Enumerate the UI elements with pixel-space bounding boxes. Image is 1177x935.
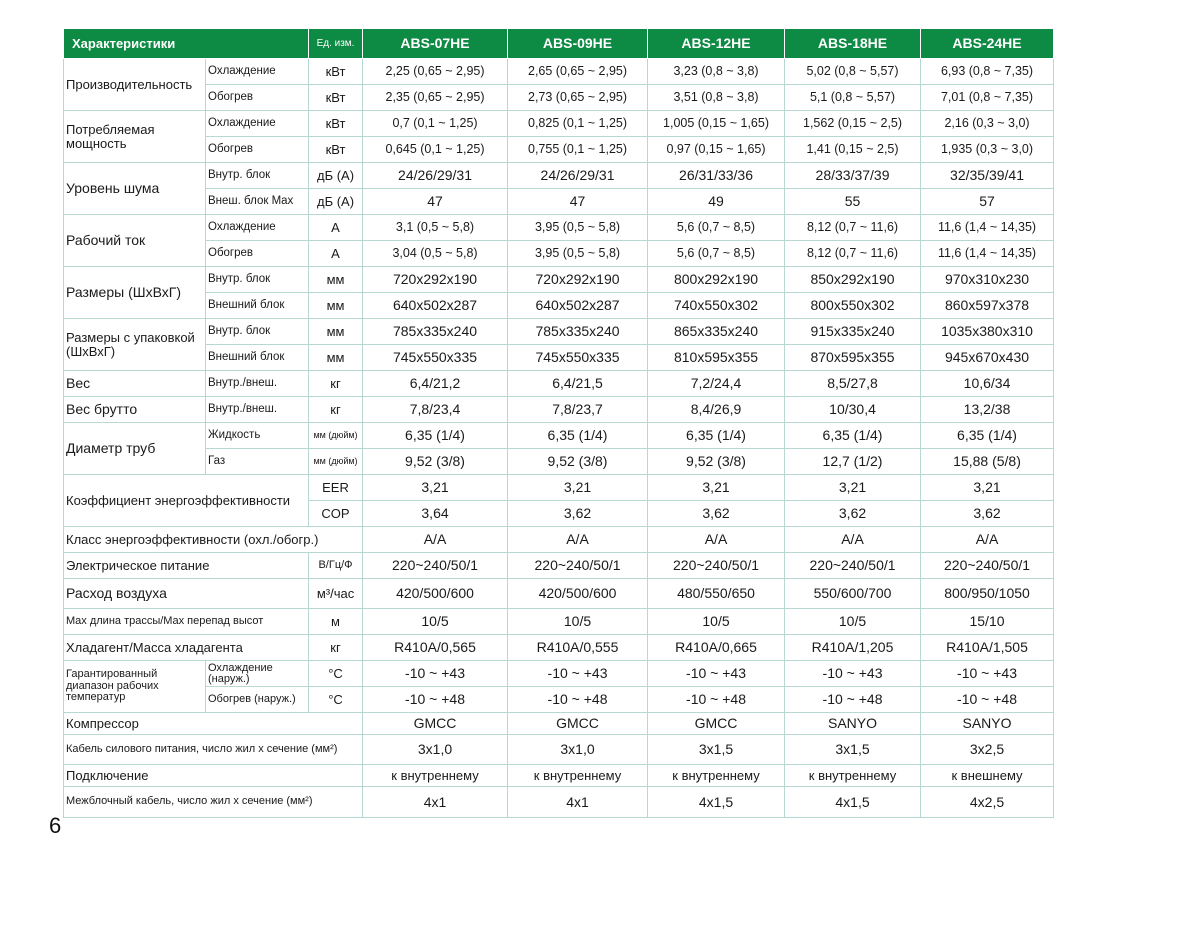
- table-cell: 0,755 (0,1 ~ 1,25): [508, 137, 648, 163]
- table-cell: 720x292x190: [508, 267, 648, 293]
- table-cell: A/A: [785, 527, 921, 553]
- page-number: 6: [49, 813, 62, 838]
- table-cell: A/A: [508, 527, 648, 553]
- table-row: [64, 397, 1054, 423]
- table-cell: 3,21: [363, 475, 508, 501]
- row-label: Вес брутто: [64, 397, 206, 423]
- row-unit: дБ (А): [309, 163, 363, 189]
- row-unit: кг: [309, 371, 363, 397]
- table-cell: 47: [508, 189, 648, 215]
- row-label: Компрессор: [64, 713, 363, 735]
- table-cell: 800x292x190: [648, 267, 785, 293]
- table-cell: 12,7 (1/2): [785, 449, 921, 475]
- row-label: Гарантированный диапазон рабочих температур: [64, 661, 206, 713]
- table-cell: 6,35 (1/4): [921, 423, 1054, 449]
- table-cell: к внутреннему: [363, 765, 508, 787]
- table-cell: 5,1 (0,8 ~ 5,57): [785, 85, 921, 111]
- table-cell: 10/5: [785, 609, 921, 635]
- table-cell: 10/5: [363, 609, 508, 635]
- table-cell: GMCC: [648, 713, 785, 735]
- row-label: Кабель силового питания, число жил х сечение (мм²): [64, 735, 363, 765]
- table-cell: R410A/1,505: [921, 635, 1054, 661]
- table-cell: 3x1,5: [785, 735, 921, 765]
- table-cell: 6,4/21,5: [508, 371, 648, 397]
- table-cell: 0,645 (0,1 ~ 1,25): [363, 137, 508, 163]
- header-model: ABS-18HE: [785, 29, 921, 59]
- table-row: [64, 449, 1054, 475]
- table-cell: 32/35/39/41: [921, 163, 1054, 189]
- table-cell: 4x1,5: [785, 787, 921, 818]
- row-label: Подключение: [64, 765, 363, 787]
- table-row: [64, 59, 1054, 85]
- table-row: [64, 713, 1054, 735]
- table-cell: 9,52 (3/8): [648, 449, 785, 475]
- table-cell: 6,35 (1/4): [648, 423, 785, 449]
- table-row: [64, 241, 1054, 267]
- table-cell: 10/5: [508, 609, 648, 635]
- table-cell: 3,1 (0,5 ~ 5,8): [363, 215, 508, 241]
- table-cell: 10/5: [648, 609, 785, 635]
- table-cell: 0,97 (0,15 ~ 1,65): [648, 137, 785, 163]
- header-model: ABS-07HE: [363, 29, 508, 59]
- table-cell: 1035x380x310: [921, 319, 1054, 345]
- table-cell: 5,6 (0,7 ~ 8,5): [648, 241, 785, 267]
- table-cell: 720x292x190: [363, 267, 508, 293]
- table-cell: 47: [363, 189, 508, 215]
- table-cell: 10/30,4: [785, 397, 921, 423]
- table-cell: R410A/0,565: [363, 635, 508, 661]
- row-sublabel: Внутр. блок: [206, 319, 309, 345]
- row-label: Потребляемая мощность: [64, 111, 206, 163]
- table-cell: 945x670x430: [921, 345, 1054, 371]
- table-cell: 2,73 (0,65 ~ 2,95): [508, 85, 648, 111]
- row-label: Электрическое питание: [64, 553, 309, 579]
- table-cell: 785x335x240: [508, 319, 648, 345]
- row-unit: °С: [309, 661, 363, 687]
- table-cell: 7,01 (0,8 ~ 7,35): [921, 85, 1054, 111]
- table-cell: 2,25 (0,65 ~ 2,95): [363, 59, 508, 85]
- row-unit: °С: [309, 687, 363, 713]
- row-sublabel: Обогрев: [206, 137, 309, 163]
- table-cell: 0,825 (0,1 ~ 1,25): [508, 111, 648, 137]
- table-cell: SANYO: [921, 713, 1054, 735]
- row-unit: м: [309, 609, 363, 635]
- table-cell: 3,51 (0,8 ~ 3,8): [648, 85, 785, 111]
- row-label: Коэффициент энергоэффективности: [64, 475, 309, 527]
- specifications-table: [63, 28, 1054, 818]
- table-cell: 9,52 (3/8): [508, 449, 648, 475]
- table-cell: 870x595x355: [785, 345, 921, 371]
- table-cell: 8,5/27,8: [785, 371, 921, 397]
- table-cell: A/A: [648, 527, 785, 553]
- table-row: [64, 345, 1054, 371]
- table-cell: 3,62: [648, 501, 785, 527]
- table-cell: 785x335x240: [363, 319, 508, 345]
- table-cell: 4x1: [508, 787, 648, 818]
- header-model: ABS-24HE: [921, 29, 1054, 59]
- row-unit: мм (дюйм): [309, 449, 363, 475]
- table-cell: 4x1: [363, 787, 508, 818]
- table-row: [64, 371, 1054, 397]
- table-row: [64, 527, 1054, 553]
- header-unit: Ед. изм.: [309, 29, 363, 59]
- row-label: Расход воздуха: [64, 579, 309, 609]
- header-model: ABS-12HE: [648, 29, 785, 59]
- table-cell: 24/26/29/31: [508, 163, 648, 189]
- table-cell: GMCC: [363, 713, 508, 735]
- row-sublabel: Охлаждение: [206, 111, 309, 137]
- row-label: Производительность: [64, 59, 206, 111]
- table-cell: 3,95 (0,5 ~ 5,8): [508, 215, 648, 241]
- row-sublabel: Жидкость: [206, 423, 309, 449]
- table-cell: 5,6 (0,7 ~ 8,5): [648, 215, 785, 241]
- row-label: Размеры с упаковкой (ШхВхГ): [64, 319, 206, 371]
- table-cell: 550/600/700: [785, 579, 921, 609]
- table-cell: GMCC: [508, 713, 648, 735]
- table-cell: 15,88 (5/8): [921, 449, 1054, 475]
- table-cell: 220~240/50/1: [648, 553, 785, 579]
- table-cell: 15/10: [921, 609, 1054, 635]
- table-cell: -10 ~ +43: [785, 661, 921, 687]
- row-sublabel: Внутр. блок: [206, 163, 309, 189]
- row-unit: дБ (А): [309, 189, 363, 215]
- table-cell: 3x1,0: [363, 735, 508, 765]
- table-cell: 3,21: [785, 475, 921, 501]
- row-label: Размеры (ШхВхГ): [64, 267, 206, 319]
- table-row: [64, 687, 1054, 713]
- table-row: [64, 137, 1054, 163]
- table-cell: 3,62: [921, 501, 1054, 527]
- row-unit: А: [309, 215, 363, 241]
- table-cell: 3,62: [508, 501, 648, 527]
- table-cell: 810x595x355: [648, 345, 785, 371]
- row-sublabel: Внеш. блок Max: [206, 189, 309, 215]
- row-label: Вес: [64, 371, 206, 397]
- table-cell: 220~240/50/1: [921, 553, 1054, 579]
- row-unit: кВт: [309, 137, 363, 163]
- table-cell: 3,21: [921, 475, 1054, 501]
- table-cell: A/A: [363, 527, 508, 553]
- table-cell: 4x2,5: [921, 787, 1054, 818]
- table-cell: 26/31/33/36: [648, 163, 785, 189]
- table-cell: 3x2,5: [921, 735, 1054, 765]
- table-cell: -10 ~ +48: [648, 687, 785, 713]
- table-cell: 220~240/50/1: [508, 553, 648, 579]
- table-cell: 6,4/21,2: [363, 371, 508, 397]
- table-cell: 800x550x302: [785, 293, 921, 319]
- table-row: [64, 423, 1054, 449]
- table-cell: -10 ~ +48: [508, 687, 648, 713]
- table-row: [64, 111, 1054, 137]
- row-label: Рабочий ток: [64, 215, 206, 267]
- table-row: [64, 661, 1054, 687]
- table-cell: 6,35 (1/4): [785, 423, 921, 449]
- row-unit: кВт: [309, 85, 363, 111]
- table-cell: R410A/0,665: [648, 635, 785, 661]
- table-cell: 3,62: [785, 501, 921, 527]
- table-cell: 1,005 (0,15 ~ 1,65): [648, 111, 785, 137]
- table-cell: 3,21: [648, 475, 785, 501]
- row-unit: м³/час: [309, 579, 363, 609]
- table-cell: 6,93 (0,8 ~ 7,35): [921, 59, 1054, 85]
- row-unit: А: [309, 241, 363, 267]
- table-cell: 7,8/23,4: [363, 397, 508, 423]
- table-cell: -10 ~ +48: [785, 687, 921, 713]
- table-cell: 7,2/24,4: [648, 371, 785, 397]
- table-cell: 11,6 (1,4 ~ 14,35): [921, 215, 1054, 241]
- row-unit: В/Гц/Ф: [309, 553, 363, 579]
- table-cell: -10 ~ +48: [921, 687, 1054, 713]
- row-label: Хладагент/Масса хладагента: [64, 635, 309, 661]
- table-row: [64, 787, 1054, 818]
- table-cell: 28/33/37/39: [785, 163, 921, 189]
- table-cell: 11,6 (1,4 ~ 14,35): [921, 241, 1054, 267]
- table-cell: 745x550x335: [363, 345, 508, 371]
- table-cell: к внутреннему: [785, 765, 921, 787]
- table-cell: 0,7 (0,1 ~ 1,25): [363, 111, 508, 137]
- table-row: [64, 85, 1054, 111]
- table-row: [64, 189, 1054, 215]
- row-label: Класс энергоэффективности (охл./обогр.): [64, 527, 363, 553]
- table-row: [64, 267, 1054, 293]
- row-unit: мм: [309, 293, 363, 319]
- table-row: [64, 609, 1054, 635]
- table-cell: 220~240/50/1: [785, 553, 921, 579]
- table-cell: 915x335x240: [785, 319, 921, 345]
- table-cell: -10 ~ +43: [363, 661, 508, 687]
- table-cell: 420/500/600: [508, 579, 648, 609]
- table-cell: 480/550/650: [648, 579, 785, 609]
- table-cell: 420/500/600: [363, 579, 508, 609]
- table-cell: 10,6/34: [921, 371, 1054, 397]
- table-cell: к внешнему: [921, 765, 1054, 787]
- table-cell: 8,12 (0,7 ~ 11,6): [785, 215, 921, 241]
- row-unit: мм (дюйм): [309, 423, 363, 449]
- table-cell: 1,562 (0,15 ~ 2,5): [785, 111, 921, 137]
- table-cell: A/A: [921, 527, 1054, 553]
- row-sublabel: Обогрев: [206, 85, 309, 111]
- table-cell: 865x335x240: [648, 319, 785, 345]
- row-unit: мм: [309, 319, 363, 345]
- header-characteristics: Характеристики: [64, 29, 309, 59]
- row-sublabel: Газ: [206, 449, 309, 475]
- table-cell: к внутреннему: [508, 765, 648, 787]
- row-unit: кВт: [309, 111, 363, 137]
- row-label: Уровень шума: [64, 163, 206, 215]
- table-cell: R410A/0,555: [508, 635, 648, 661]
- table-cell: 3,21: [508, 475, 648, 501]
- table-row: [64, 765, 1054, 787]
- row-sublabel: Обогрев (наруж.): [206, 687, 309, 713]
- table-row: [64, 163, 1054, 189]
- header-model: ABS-09HE: [508, 29, 648, 59]
- row-label: Межблочный кабель, число жил х сечение (мм²): [64, 787, 363, 818]
- table-cell: -10 ~ +43: [921, 661, 1054, 687]
- table-cell: 3,04 (0,5 ~ 5,8): [363, 241, 508, 267]
- table-cell: 640x502x287: [363, 293, 508, 319]
- row-sublabel: Внешний блок: [206, 293, 309, 319]
- table-row: [64, 475, 1054, 501]
- row-unit: мм: [309, 345, 363, 371]
- table-cell: 3,95 (0,5 ~ 5,8): [508, 241, 648, 267]
- table-cell: 3x1,0: [508, 735, 648, 765]
- table-cell: 55: [785, 189, 921, 215]
- table-cell: 4x1,5: [648, 787, 785, 818]
- row-label: Max длина трассы/Max перепад высот: [64, 609, 309, 635]
- row-label: Диаметр труб: [64, 423, 206, 475]
- table-cell: 8,12 (0,7 ~ 11,6): [785, 241, 921, 267]
- table-cell: к внутреннему: [648, 765, 785, 787]
- table-cell: -10 ~ +43: [508, 661, 648, 687]
- row-sublabel: Охлаждение (наруж.): [206, 661, 309, 687]
- table-row: [64, 735, 1054, 765]
- table-row: [64, 635, 1054, 661]
- table-cell: 860x597x378: [921, 293, 1054, 319]
- table-cell: 1,41 (0,15 ~ 2,5): [785, 137, 921, 163]
- table-row: [64, 293, 1054, 319]
- table-cell: 3,23 (0,8 ~ 3,8): [648, 59, 785, 85]
- table-cell: 6,35 (1/4): [363, 423, 508, 449]
- table-cell: -10 ~ +43: [648, 661, 785, 687]
- table-cell: 2,65 (0,65 ~ 2,95): [508, 59, 648, 85]
- row-sublabel: Внутр./внеш.: [206, 371, 309, 397]
- row-sublabel: Охлаждение: [206, 215, 309, 241]
- table-cell: 970x310x230: [921, 267, 1054, 293]
- table-cell: 6,35 (1/4): [508, 423, 648, 449]
- table-cell: 3x1,5: [648, 735, 785, 765]
- row-unit: кг: [309, 397, 363, 423]
- table-cell: 2,35 (0,65 ~ 2,95): [363, 85, 508, 111]
- table-cell: 49: [648, 189, 785, 215]
- table-cell: 745x550x335: [508, 345, 648, 371]
- table-row: [64, 553, 1054, 579]
- table-cell: 7,8/23,7: [508, 397, 648, 423]
- row-unit: COP: [309, 501, 363, 527]
- table-cell: 24/26/29/31: [363, 163, 508, 189]
- table-cell: 9,52 (3/8): [363, 449, 508, 475]
- table-cell: 800/950/1050: [921, 579, 1054, 609]
- table-cell: SANYO: [785, 713, 921, 735]
- table-cell: R410A/1,205: [785, 635, 921, 661]
- table-cell: 1,935 (0,3 ~ 3,0): [921, 137, 1054, 163]
- table-cell: 3,64: [363, 501, 508, 527]
- table-row: [64, 579, 1054, 609]
- row-unit: EER: [309, 475, 363, 501]
- row-sublabel: Охлаждение: [206, 59, 309, 85]
- table-cell: 220~240/50/1: [363, 553, 508, 579]
- row-sublabel: Внутр. блок: [206, 267, 309, 293]
- table-header-row: [64, 29, 1054, 59]
- table-cell: -10 ~ +48: [363, 687, 508, 713]
- table-cell: 13,2/38: [921, 397, 1054, 423]
- table-cell: 8,4/26,9: [648, 397, 785, 423]
- row-sublabel: Внутр./внеш.: [206, 397, 309, 423]
- row-unit: мм: [309, 267, 363, 293]
- table-cell: 5,02 (0,8 ~ 5,57): [785, 59, 921, 85]
- table-cell: 57: [921, 189, 1054, 215]
- row-sublabel: Внешний блок: [206, 345, 309, 371]
- table-row: [64, 215, 1054, 241]
- table-cell: 2,16 (0,3 ~ 3,0): [921, 111, 1054, 137]
- row-unit: кг: [309, 635, 363, 661]
- table-cell: 850x292x190: [785, 267, 921, 293]
- table-row: [64, 319, 1054, 345]
- table-cell: 740x550x302: [648, 293, 785, 319]
- row-sublabel: Обогрев: [206, 241, 309, 267]
- row-unit: кВт: [309, 59, 363, 85]
- table-cell: 640x502x287: [508, 293, 648, 319]
